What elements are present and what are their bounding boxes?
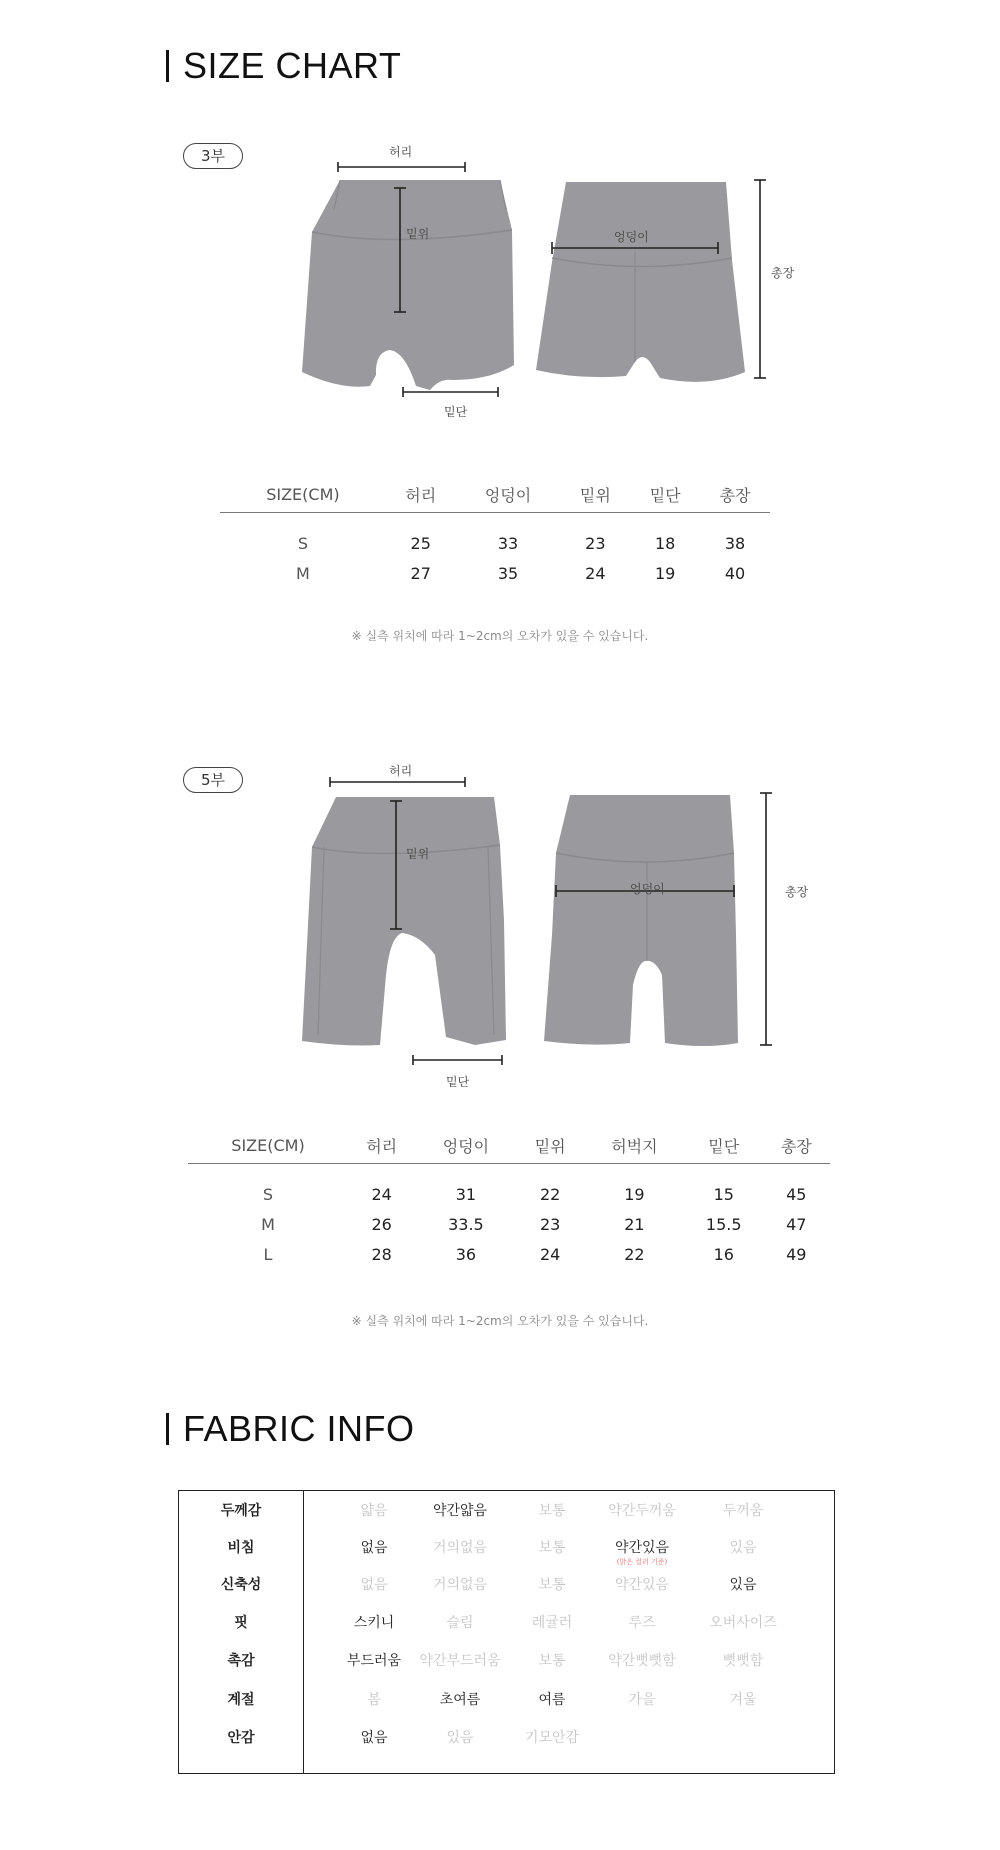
fabric-option: 얇음 — [360, 1503, 388, 1519]
fabric-option-selected: 약간얇음 — [432, 1503, 488, 1519]
fabric-row — [179, 1689, 834, 1711]
value-cell: 49 — [786, 1244, 807, 1264]
header-hip: 엉덩이 — [456, 483, 561, 513]
value-cell: 28 — [371, 1244, 392, 1264]
fabric-option: 기모안감 — [524, 1730, 580, 1746]
size-table-5bu — [188, 1134, 830, 1264]
fabric-option: 거의없음 — [432, 1540, 488, 1556]
value-cell: 16 — [713, 1244, 734, 1264]
fabric-option-selected: 스키니 — [353, 1615, 395, 1631]
table-row — [220, 553, 770, 583]
header-thigh: 허벅지 — [584, 1134, 685, 1164]
size-chart-heading — [166, 46, 401, 86]
header-waist: 허리 — [348, 1134, 415, 1164]
label-hem: 밑단 — [446, 1075, 470, 1089]
header-rise: 밑위 — [516, 1134, 583, 1164]
value-cell: 31 — [455, 1184, 477, 1204]
shorts-3bu-illustration — [290, 140, 830, 430]
label-hip: 엉덩이 — [614, 230, 649, 244]
label-length: 총장 — [771, 266, 795, 280]
heading-bar — [166, 50, 169, 82]
value-cell: 15 — [713, 1184, 734, 1204]
size-table-header — [188, 1134, 830, 1164]
fabric-option: 약간뻣뻣함 — [608, 1653, 676, 1669]
fabric-info-table — [178, 1490, 835, 1774]
header-waist: 허리 — [386, 483, 456, 513]
header-hem: 밑단 — [685, 1134, 763, 1164]
measurement-note-3bu: ※ 실측 위치에 따라 1~2cm의 오차가 있을 수 있습니다. — [351, 629, 649, 643]
fabric-option: 루즈 — [628, 1615, 656, 1631]
fabric-option: 거의없음 — [432, 1577, 488, 1593]
header-size: SIZE(CM) — [188, 1134, 348, 1164]
value-cell: 22 — [539, 1184, 561, 1204]
fabric-option: 약간있음 — [614, 1577, 670, 1593]
value-cell: 35 — [497, 563, 519, 583]
fabric-category: 촉감 — [227, 1653, 255, 1669]
header-size: SIZE(CM) — [220, 483, 386, 513]
fabric-option: 슬림 — [446, 1615, 474, 1631]
value-cell: 24 — [371, 1184, 392, 1204]
fabric-option: 두꺼움 — [722, 1503, 764, 1519]
value-cell: 47 — [786, 1214, 807, 1234]
size-table-3bu — [220, 483, 770, 583]
shorts-3bu-front — [302, 180, 514, 390]
fabric-option: 있음 — [446, 1730, 474, 1746]
fabric-row — [179, 1500, 834, 1522]
fabric-option: 없음 — [360, 1577, 388, 1593]
label-waist: 허리 — [389, 764, 413, 778]
value-cell: 18 — [654, 533, 676, 553]
value-cell: 19 — [654, 563, 676, 583]
table-row — [188, 1234, 830, 1264]
value-cell: 38 — [724, 533, 746, 553]
value-cell: 24 — [585, 563, 606, 583]
fabric-option: 오버사이즈 — [709, 1615, 777, 1631]
shorts-5bu-illustration — [290, 765, 830, 1065]
value-cell: 15.5 — [705, 1214, 742, 1234]
shorts-3bu-back — [536, 182, 745, 382]
value-cell: 36 — [455, 1244, 477, 1264]
header-rise: 밑위 — [560, 483, 630, 513]
value-cell: 45 — [786, 1184, 807, 1204]
fabric-info-heading — [166, 1409, 415, 1449]
size-table-header — [220, 483, 770, 513]
section-badge-3bu: 3부 — [183, 143, 243, 169]
value-cell: 33.5 — [448, 1214, 484, 1234]
label-waist: 허리 — [389, 145, 413, 159]
heading-bar — [166, 1413, 169, 1445]
label-hem: 밑단 — [444, 405, 468, 419]
shorts-5bu-front — [302, 797, 506, 1046]
fabric-option: 있음 — [729, 1540, 757, 1556]
fabric-option-selected: 여름 — [538, 1692, 566, 1708]
table-row — [188, 1164, 830, 1204]
size-cell: S — [297, 533, 308, 553]
value-cell: 26 — [371, 1214, 392, 1234]
fabric-category: 신축성 — [220, 1577, 262, 1593]
fabric-category: 두께감 — [220, 1503, 262, 1519]
fabric-category: 핏 — [234, 1615, 248, 1631]
table-row — [220, 513, 770, 553]
value-cell: 23 — [585, 533, 606, 553]
fabric-row — [179, 1612, 834, 1634]
table-row — [188, 1204, 830, 1234]
value-cell: 19 — [624, 1184, 645, 1204]
size-cell: S — [262, 1184, 274, 1204]
fabric-option-selected: 부드러움 — [346, 1653, 402, 1669]
size-cell: M — [296, 563, 310, 583]
fabric-option: 봄 — [367, 1692, 381, 1708]
fabric-category: 계절 — [227, 1692, 255, 1708]
section-badge-5bu: 5부 — [183, 767, 243, 793]
fabric-row — [179, 1574, 834, 1596]
header-length: 총장 — [700, 483, 770, 513]
label-rise: 밑위 — [406, 227, 430, 241]
fabric-category: 비침 — [227, 1540, 255, 1556]
value-cell: 21 — [624, 1214, 645, 1234]
header-length: 총장 — [763, 1134, 830, 1164]
fabric-option: 약간두꺼움 — [608, 1503, 676, 1519]
label-hip: 엉덩이 — [630, 882, 665, 896]
shorts-5bu-back — [544, 795, 738, 1046]
fabric-option: 겨울 — [729, 1692, 757, 1708]
label-rise: 밑위 — [406, 847, 430, 861]
label-length: 총장 — [785, 885, 809, 899]
size-chart-title: SIZE CHART — [183, 45, 402, 86]
fabric-row — [179, 1650, 834, 1672]
fabric-option-selected: 없음 — [360, 1730, 388, 1746]
size-cell: M — [261, 1214, 275, 1234]
size-cell: L — [263, 1244, 273, 1264]
value-cell: 22 — [624, 1244, 645, 1264]
fabric-category: 안감 — [227, 1730, 255, 1746]
fabric-option: 약간부드러움 — [419, 1653, 501, 1669]
fabric-subnote: (밝은 컬러 기준) — [616, 1558, 668, 1566]
fabric-info-title: FABRIC INFO — [183, 1408, 415, 1449]
value-cell: 24 — [539, 1244, 561, 1264]
fabric-option-selected: 약간있음 — [614, 1540, 670, 1556]
value-cell: 33 — [497, 533, 519, 553]
measurement-note-5bu: ※ 실측 위치에 따라 1~2cm의 오차가 있을 수 있습니다. — [351, 1314, 649, 1328]
header-hem: 밑단 — [630, 483, 700, 513]
header-hip: 엉덩이 — [415, 1134, 516, 1164]
fabric-option-selected: 초여름 — [439, 1692, 481, 1708]
fabric-row — [179, 1727, 834, 1749]
fabric-option: 보통 — [538, 1577, 566, 1593]
fabric-option: 보통 — [538, 1540, 566, 1556]
fabric-option: 보통 — [538, 1503, 566, 1519]
fabric-option: 레귤러 — [531, 1615, 573, 1631]
value-cell: 23 — [539, 1214, 561, 1234]
fabric-option: 가을 — [628, 1692, 656, 1708]
fabric-option: 보통 — [538, 1653, 566, 1669]
fabric-option-selected: 있음 — [729, 1577, 757, 1593]
value-cell: 27 — [410, 563, 431, 583]
value-cell: 25 — [410, 533, 431, 553]
fabric-option-selected: 없음 — [360, 1540, 388, 1556]
fabric-row — [179, 1537, 834, 1566]
fabric-option: 뻣뻣함 — [722, 1653, 764, 1669]
value-cell: 40 — [724, 563, 746, 583]
